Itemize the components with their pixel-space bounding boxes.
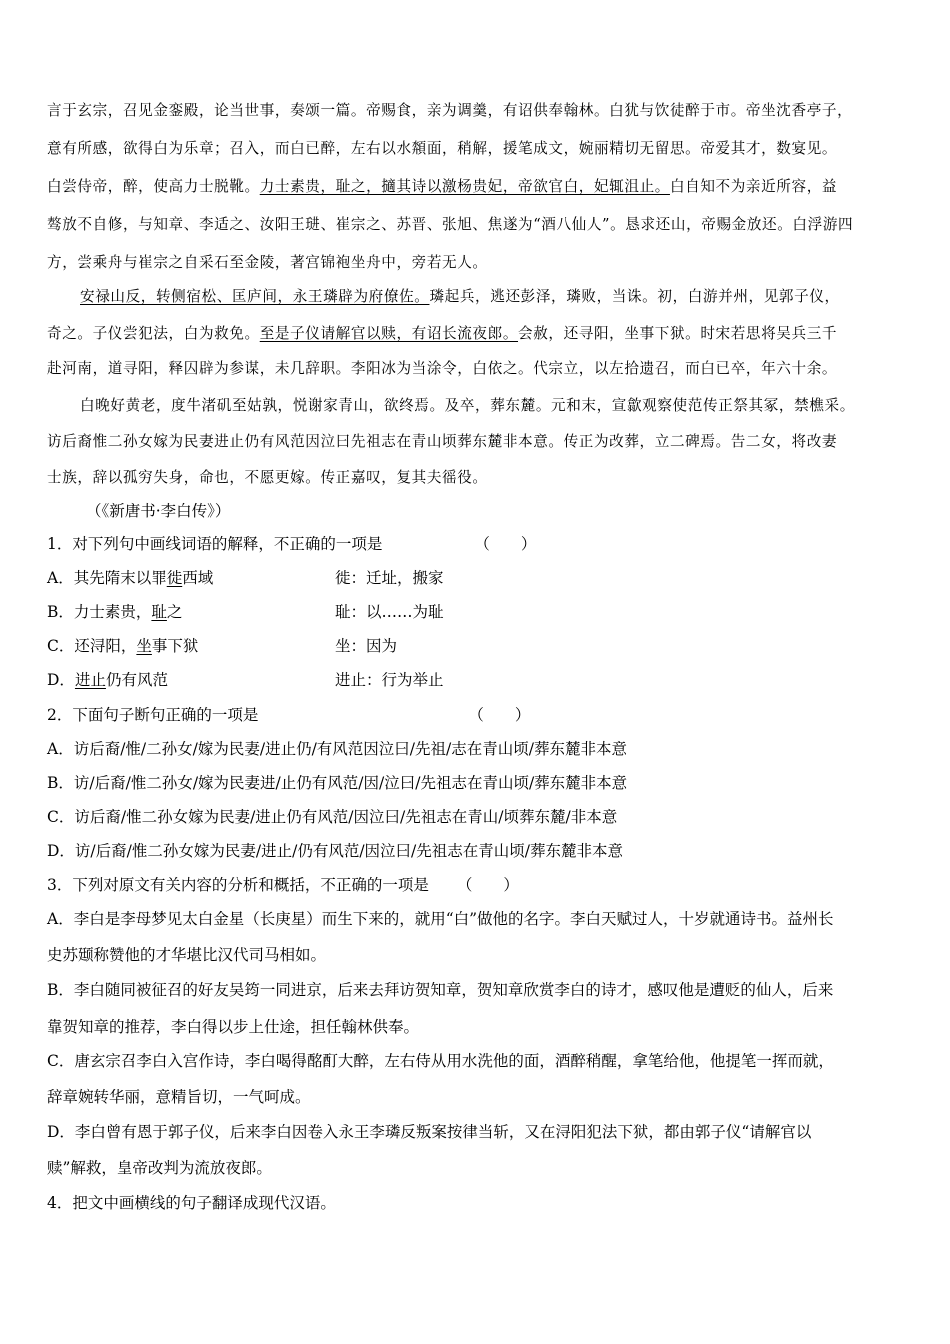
passage-line: 意有所感，欲得白为乐章；召入，而白已醉，左右以水頮面，稍解，援笔成文，婉丽精切无留思。帝爱其才，数宴见。: [47, 140, 838, 157]
q1-option-b: B．力士素贵，耻之 耻：以……为耻: [47, 603, 444, 621]
q3-option-c: C．唐玄宗召李白入宫作诗，李白喝得酩酊大醉，左右侍从用水洗他的面，酒醉稍醒，拿笔给他，他提笔一挥而就，: [47, 1052, 834, 1070]
question-2-stem: 2．下面句子断句正确的一项是 （ ）: [47, 706, 531, 724]
underlined-sentence-1: 力士素贵，耻之，擿其诗以激杨贵妃，帝欲官白，妃辄沮止。: [259, 178, 670, 195]
q3-option-a-cont: 史苏颋称赞他的才华堪比汉代司马相如。: [47, 946, 327, 964]
passage-line: 方，尝乘舟与崔宗之自采石至金陵，著宫锦袍坐舟中，旁若无人。: [47, 254, 488, 271]
q2-option-a: A．访后裔/惟/二孙女/嫁为民妻/进止仍/有风范因泣曰/先祖/志在青山顷/葬东麓非本意: [47, 740, 627, 758]
answer-paren: （ ）: [468, 706, 531, 724]
question-3-stem: 3．下列对原文有关内容的分析和概括，不正确的一项是 （ ）: [47, 876, 519, 894]
passage-line: 骜放不自修，与知章、李适之、汝阳王琎、崔宗之、苏晋、张旭、焦遂为“酒八仙人”。恳求还山，帝赐金放还。白浮游四: [47, 216, 854, 233]
q1-option-a: A．其先隋末以罪徙西域 徙：迁址，搬家: [47, 569, 444, 587]
passage-line: 士族，辞以孤穷失身，命也，不愿更嫁。传正嘉叹，复其夫徭役。: [47, 469, 488, 486]
passage-line: 赴河南，道寻阳，释囚辟为参谋，未几辞职。李阳冰为当涂令，白依之。代宗立，以左拾遗召，而白已卒，年六十余。: [47, 360, 838, 377]
answer-paren: （ ）: [474, 535, 537, 553]
passage-line: 安禄山反，转侧宿松、匡庐间，永王璘辟为府僚佐。璘起兵，逃还彭泽，璘败，当诛。初，白游并州，见郭子仪，: [80, 288, 840, 305]
question-4-stem: 4．把文中画横线的句子翻译成现代汉语。: [47, 1194, 336, 1212]
answer-paren: （ ）: [456, 876, 519, 894]
q3-option-d: D．李白曾有恩于郭子仪，后来李白因卷入永王李璘反叛案按律当斩，又在浔阳犯法下狱，都由郭子仪“请解官以: [47, 1123, 812, 1141]
q1-option-d: D．进止仍有风范 进止：行为举止: [47, 671, 444, 689]
passage-line: 白晚好黄老，度牛渚矶至姑孰，悦谢家青山，欲终焉。及卒，葬东麓。元和末，宣歙观察使范传正祭其冢，禁樵采。: [80, 397, 855, 414]
q3-option-b: B．李白随同被征召的好友吴筠一同进京，后来去拜访贺知章，贺知章欣赏李白的诗才，感叹他是遭贬的仙人，后来: [47, 981, 834, 999]
q2-option-d: D．访/后裔/惟二孙女嫁为民妻/进止/仍有风范/因泣曰/先祖志在青山顷/葬东麓非本意: [47, 842, 623, 860]
q3-option-c-cont: 辞章婉转华丽，意精旨切，一气呵成。: [47, 1088, 311, 1106]
q2-option-c: C．访后裔/惟二孙女嫁为民妻/进止仍有风范/因泣曰/先祖志在青山/顷葬东麓/非本意: [47, 808, 618, 826]
underlined-sentence-3: 至是子仪请解官以赎，有诏长流夜郎。: [259, 325, 519, 342]
passage-source: （《新唐书·李白传》）: [86, 502, 231, 520]
passage-line: 奇之。子仪尝犯法，白为救免。至是子仪请解官以赎，有诏长流夜郎。会赦，还寻阳，坐事下狱。时宋若思将吴兵三千: [47, 325, 838, 342]
passage-line: 访后裔惟二孙女嫁为民妻进止仍有风范因泣曰先祖志在青山顷葬东麓非本意。传正为改葬，立二碑焉。告二女，将改妻: [47, 433, 838, 450]
underlined-sentence-2: 安禄山反，转侧宿松、匡庐间，永王璘辟为府僚佐。: [80, 288, 430, 305]
q3-option-d-cont: 赎”解救，皇帝改判为流放夜郎。: [47, 1159, 272, 1177]
q1-option-c: C．还浔阳，坐事下狱 坐：因为: [47, 637, 398, 655]
q3-option-b-cont: 靠贺知章的推荐，李白得以步上仕途，担任翰林供奉。: [47, 1018, 420, 1036]
q3-option-a: A．李白是李母梦见太白金星（长庚星）而生下来的，就用“白”做他的名字。李白天赋过人，十岁就通诗书。益州长: [47, 910, 834, 928]
question-1-stem: 1．对下列句中画线词语的解释，不正确的一项是 （ ）: [47, 535, 537, 553]
q2-option-b: B．访/后裔/惟二孙女/嫁为民妻进/止仍有风范/因/泣曰/先祖志在青山顷/葬东麓非本意: [47, 774, 628, 792]
passage-line: 言于玄宗，召见金銮殿，论当世事，奏颂一篇。帝赐食，亲为调羹，有诏供奉翰林。白犹与饮徒醉于市。帝坐沈香亭子，: [47, 102, 853, 119]
passage-line: 白尝侍帝，醉，使高力士脱靴。力士素贵，耻之，擿其诗以激杨贵妃，帝欲官白，妃辄沮止。白自知不为亲近所容，益: [47, 178, 838, 195]
